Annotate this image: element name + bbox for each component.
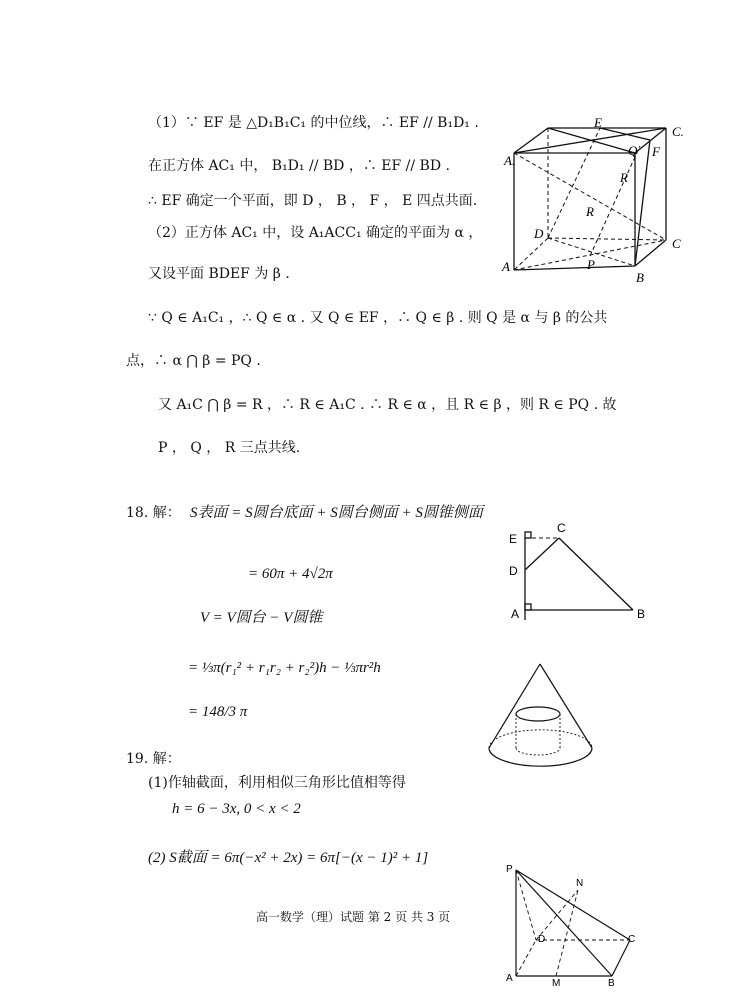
hidden-edge [514,238,548,270]
sol19-part1: (1)作轴截面，利用相似三角形比值相等得 [148,775,406,791]
sol19-part2-formula: (2) S截面 = 6π(−x² + 2x) = 6π[−(x − 1)² + 1] [148,850,429,866]
segment-CD [525,538,559,570]
edge-PB [516,870,612,976]
pyr-label-B: B [608,978,615,987]
pyr-label-M: M [552,978,561,987]
page-footer: 高一数学（理）试题 第 2 页 共 3 页 [256,910,451,924]
trap-label-A: A [511,607,520,621]
sol19-number: 19. 解： [126,751,181,767]
edge-BC [612,940,630,976]
cube-label-C1: C. [672,124,684,139]
cube-label-R-top: R [620,170,628,185]
sol17-line-5: 又设平面 BDEF 为 β . [148,266,290,282]
sol17-line-4: （2）正方体 AC₁ 中，设 A₁ACC₁ 确定的平面为 α ， [148,225,483,241]
pyr-label-C: C [628,934,636,945]
sol17-line-7: 点，∴ α ⋂ β = PQ . [126,353,261,369]
sol18-surface-formula: S表面 = S圆台底面 + S圆台侧面 + S圆锥侧面 [190,505,483,521]
pyr-label-N: N [576,878,584,889]
cube-label-R: R [586,204,594,219]
right-angle-mark-E [525,532,531,538]
cylinder-bottom [516,748,560,755]
sol17-line-6: ∵ Q ∈ A₁C₁ ，∴ Q ∈ α . 又 Q ∈ EF ，∴ Q ∈ β . 则 Q 是 α 与 β 的公共 [148,310,608,326]
edge-PC [516,870,630,940]
sol18-volume-expansion: = ⅓π(r₁² + r₁r₂ + r₂²)h − ⅓πr²h [188,660,381,676]
sol18-number: 18. 解： [126,505,181,521]
cube-edge [514,266,635,270]
cone-slant-left [489,664,540,748]
cone-diagram [484,660,604,775]
cube-label-P: P [587,257,595,272]
cone-slant-right [540,664,592,748]
sol17-line-1: （1）∵ EF 是 △D₁B₁C₁ 的中位线，∴ EF // B₁D₁ . [148,115,479,131]
segment-MN [556,890,578,976]
cube-label-B: B [636,270,644,283]
pyr-label-D: D [538,934,546,945]
cube-label-A1: A. [504,153,516,168]
sol17-line-9: P ， Q ， R 三点共线. [158,440,301,456]
pyramid-diagram [500,862,650,987]
hidden-DE [548,128,600,238]
cube-label-A: A [502,259,510,274]
pyr-label-A: A [506,973,513,984]
sol17-line-2: 在正方体 AC₁ 中， B₁D₁ // BD ，∴ EF // BD . [148,158,450,174]
trap-label-D: D [509,564,518,578]
segment-FB [635,140,650,266]
cube-edge [635,240,666,266]
edge-AD [516,940,536,976]
cube-label-D: D [534,226,544,241]
cone-base-back [489,730,592,748]
cube-label-Q: Q [628,143,638,158]
cylinder-top [516,707,560,721]
sol18-volume-value: = 148/3 π [188,704,248,720]
cube-diagram [500,118,700,283]
trap-label-C: C [557,521,566,535]
cone-base-front [489,748,592,766]
cube-label-E: E [594,118,602,130]
sol18-surface-value: = 60π + 4√2π [248,566,333,582]
trapezoid-diagram [503,518,663,628]
sol17-line-8: 又 A₁C ⋂ β = R ，∴ R ∈ A₁C . ∴ R ∈ α ，且 R ∈ β ，则 R ∈ PQ . 故 [158,397,617,413]
sol19-h-formula: h = 6 − 3x, 0 < x < 2 [172,801,301,817]
cube-edge [514,128,548,153]
cube-label-C: C [672,236,681,251]
sol18-volume-formula: V = V圆台 − V圆锥 [200,610,323,626]
segment-BC [559,538,633,610]
sol17-line-3: ∴ EF 确定一个平面，即 D ， B ， F ， E 四点共面. [148,193,478,209]
hidden-edge [548,238,666,240]
pyr-label-P: P [506,864,513,875]
trap-label-B: B [637,607,646,621]
right-angle-mark-A [525,604,531,610]
trap-label-E: E [509,532,518,546]
cube-label-F: F [652,144,660,159]
